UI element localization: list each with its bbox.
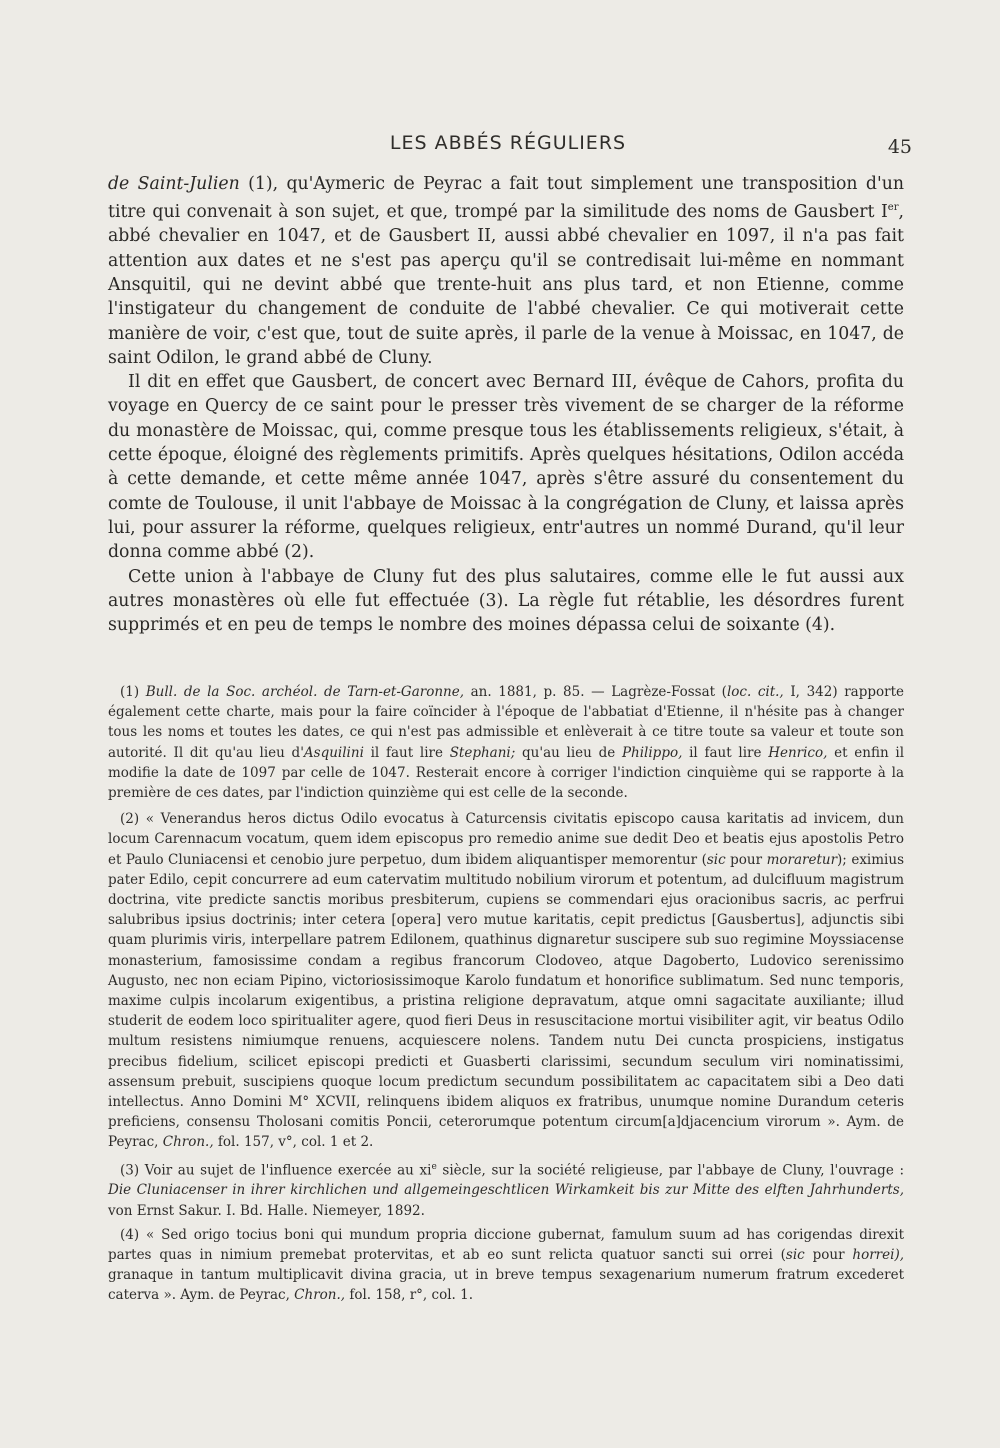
- page-number: 45: [887, 136, 912, 158]
- text-run: (1), qu'Aymeric de Peyrac a fait tout simplement une transposition d'un titre qui convenait à son sujet, et que, trompé par la similitude des noms de Gausbert I: [108, 174, 904, 223]
- text-run: il faut lire: [363, 744, 450, 761]
- text-run: von Ernst Sakur. I. Bd. Halle. Niemeyer, 1892.: [108, 1202, 425, 1219]
- italic-text: Stephani;: [449, 744, 516, 761]
- text-run: (1): [120, 684, 146, 700]
- text-run: (3) Voir au sujet de l'influence exercée au xi: [120, 1162, 432, 1179]
- italic-text: de Saint-Julien: [108, 174, 240, 194]
- italic-text: Bull. de la Soc. archéol. de Tarn-et-Garonne,: [145, 684, 465, 700]
- running-head: [108, 130, 912, 160]
- running-title: LES ABBÉS RÉGULIERS: [389, 132, 627, 154]
- italic-text: moraretur: [766, 851, 838, 868]
- text-run: (4) « Sed origo tocius boni qui mundum propria diccione gubernat, famulum suum ad has corigendas direxit partes quas in nimium premebat protervitas, et ab eo sunt relicta quatuor sancti sui orrei (: [108, 1226, 904, 1263]
- text-run: fol. 157, v°, col. 1 et 2.: [213, 1134, 374, 1151]
- text-run: siècle, sur la société religieuse, par l'abbaye de Cluny, l'ouvrage :: [436, 1162, 904, 1179]
- italic-text: sic: [706, 851, 726, 868]
- italic-text: horrei),: [852, 1246, 905, 1263]
- text-run: , abbé chevalier en 1047, et de Gausbert II, aussi abbé chevalier en 1097, il n'a pas fait attention aux dates et ne s'est pas aperçu qu'il se contredisait lui-même en nommant Ansquitil, qui ne devint abbé que trente-huit ans plus tard, et non Etienne, comme l'instigateur du changement de conduite de l'abbé chevalier. Ce qui motiverait cette manière de voir, c'est que, tout de suite après, il parle de la venue à Moissac, en 1047, de saint Odilon, le grand abbé de Cluny.: [108, 202, 904, 368]
- footnote-2: [108, 809, 904, 1152]
- text-run: ); eximius pater Edilo, cepit concurrere ad eum catervatim multitudo nobilium virorum et potentum, ad dulcifluum magistrum doctrina, vite predicte sanctis moribus presbiterum, cupiens se commendari ejus oracionibus sacris, ac perfrui salubribus ipsius doctrinis; inter cetera [opera] vero mutue karitatis, cepit predictus [Gausbertus], adjunctis sibi quam plurimis viris, interpellare patrem Edilonem, quathinus dignaretur suscipere sub suo regimine Moyssiacense monasterium, famosissime condam a regibus francorum Clodoveo, atque Dagoberto, Ludovico serenissimo Augusto, nec non eciam Pipino, victoriosissimoque Karolo fundatum et honorifice sublimatum. Sed nunc temporis, maxime culpis incolarum exigentibus, a pristina religione depravatum, atque omni sagacitate auxiliante; illud studerit de eodem loco spiritualiter agere, quod fieri Deus in resuscitacione mortui visibiliter agit, vir beatus Odilo multum resistens nimiumque renuens, acquiescere nolens. Tandem nutu Dei cuncta prospiciens, instigatus precibus fidelium, scilicet episcopi predicti et Guasberti clarissimi, secundum seculum viri nominatissimi, assensum prebuit, suscipiens quoque locum predictum secundum possibilitatem ac capacitatem sibi a Deo dati intellectus. Anno Domini M° XCVII, relinquens ibidem aliquos ex fratribus, unumque nomine Durandum ceteris preficiens, consensu Tholosani comitis Poncii, ceterorumque potentum circum[a]djacencium virorum ». Aym. de Peyrac,: [108, 851, 904, 1151]
- italic-text: Asquilini: [303, 744, 364, 761]
- text-run: qu'au lieu de: [515, 744, 622, 761]
- text-run: I, 342) rapporte également cette charte, mais pour la faire coïncider à l'époque de l'abbatiat d'Etienne, il n'hésite pas à changer tous les noms et toutes les dates, ce qui n'est pas admissible et enlèverait à ce titre toute sa valeur et toute son autorité. Il dit qu'au lieu d': [108, 684, 904, 761]
- italic-text: Chron.,: [294, 1287, 346, 1304]
- italic-text: loc. cit.,: [726, 684, 784, 700]
- italic-text: Henrico,: [768, 744, 828, 761]
- footnotes: [108, 682, 904, 1310]
- text-run: (2) « Venerandus heros dictus Odilo evocatus à Caturcensis civitatis episcopo causa karitatis ad invicem, dun locum Carennacum vocatum, quem idem episcopus pro remedio anime sue dedit Deo et beatis ejus apostolis Petro et Paulo Cluniacensi et cenobio jure perpetuo, dum ibidem aliquantisper memorentur (: [108, 811, 904, 868]
- italic-text: Chron.,: [162, 1134, 214, 1151]
- text-run: pour: [804, 1246, 853, 1263]
- text-run: il faut lire: [682, 744, 769, 761]
- footnote-3: [108, 1157, 904, 1221]
- text-run: et enfin il modifie la date de 1097 par celle de 1047. Resterait encore à corriger l'indiction cinquième qui se rapporte à la première de ces dates, par l'indiction quinzième qui est celle de la seconde.: [108, 744, 905, 802]
- footnote-4: [108, 1225, 904, 1306]
- paragraph: Il dit en effet que Gausbert, de concert avec Bernard III, évêque de Cahors, profita du voyage en Quercy de ce saint pour le presser très vivement de se charger de la réforme du monastère de Moissac, qui, comme presque tous les établissements religieux, s'était, à cette époque, éloigné des règlements primitifs. Après quelques hésitations, Odilon accéda à cette demande, et cette même année 1047, après s'être assuré du consentement du comte de Toulouse, il unit l'abbaye de Moissac à la congrégation de Cluny, et laissa après lui, pour assurer la réforme, quelques religieux, entr'autres un nommé Durand, qu'il leur donna comme abbé (2).: [108, 372, 904, 563]
- text-run: an. 1881, p. 85. — Lagrèze-Fossat (: [464, 684, 727, 700]
- paragraph: Cette union à l'abbaye de Cluny fut des plus salutaires, comme elle le fut aussi aux autres monastères où elle fut effectuée (3). La règle fut rétablie, les désordres furent supprimés et en peu de temps le nombre des moines dépassa celui de soixante (4).: [108, 566, 904, 636]
- italic-text: Philippo,: [621, 744, 683, 761]
- superscript: e: [431, 1161, 437, 1172]
- text-run: fol. 158, r°, col. 1.: [345, 1287, 473, 1304]
- italic-text: sic: [785, 1246, 805, 1263]
- text-run: pour: [725, 851, 767, 868]
- paragraph: [108, 172, 904, 370]
- footnote-1: [108, 682, 904, 803]
- italic-text: Die Cluniacenser in ihrer kirchlichen und allgemeingeschtlicen Wirkamkeit bis zur Mitte des elften Jahrhunderts,: [108, 1182, 904, 1199]
- text-run: granaque in tantum multiplicavit divina gracia, ut in breve tempus sexagenarium numerum fratrum excederet caterva ». Aym. de Peyrac,: [108, 1267, 904, 1304]
- superscript: er: [887, 202, 899, 214]
- main-text: [108, 172, 904, 637]
